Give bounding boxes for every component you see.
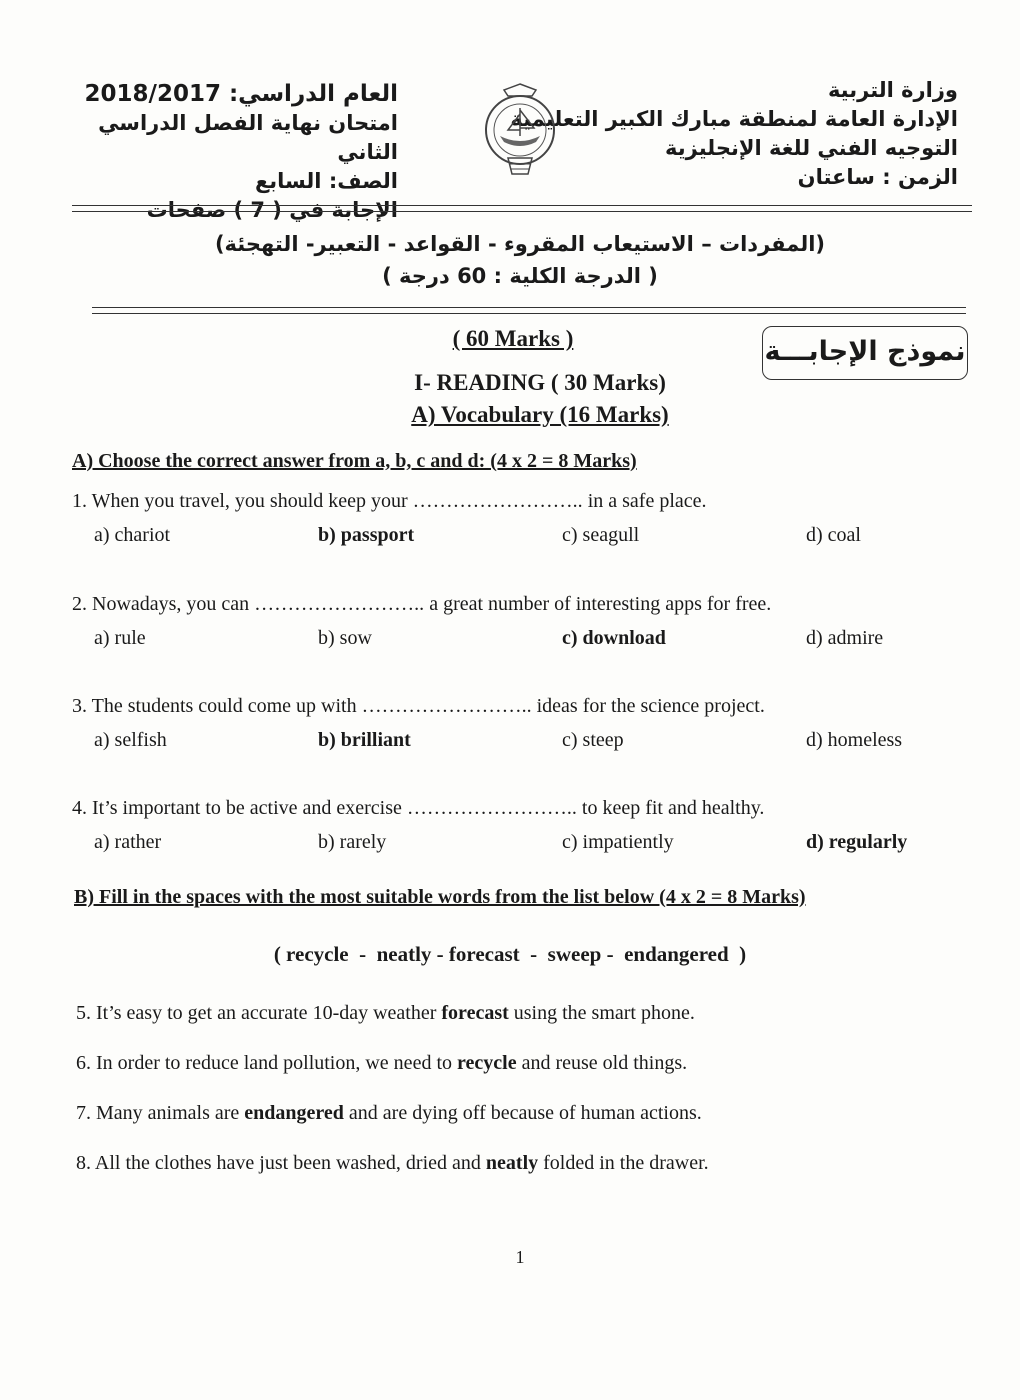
marks-total: ( 60 Marks ) — [452, 326, 574, 351]
sentence-6 — [76, 1050, 687, 1076]
question-4-stem — [72, 795, 764, 821]
part-a-heading: A) Choose the correct answer from a, b, c and d: (4 x 2 = 8 Marks) — [72, 450, 637, 472]
sentence-7-answer: endangered — [244, 1102, 344, 1124]
q4-option-d-correct: d) regularly — [806, 831, 908, 853]
question-3-stem — [72, 693, 765, 719]
q3-option-d: d) homeless — [806, 729, 903, 751]
sentence-8-after: folded in the drawer. — [538, 1152, 709, 1174]
sentence-5-answer: forecast — [441, 1002, 509, 1024]
subjects-divider — [92, 307, 966, 314]
sentence-5 — [76, 1000, 695, 1026]
exam-components: (المفردات – الاستيعاب المقروء - القواعد - التعبير- التهجئة) — [214, 232, 826, 256]
q2-option-d: d) admire — [806, 627, 884, 649]
total-grade: ( الدرجة الكلية : 60 درجة ) — [382, 264, 658, 288]
academic-year: العام الدراسي: 2018/2017 — [84, 81, 398, 107]
q1-option-d: d) coal — [806, 524, 861, 546]
subsection-title: A) Vocabulary (16 Marks) — [411, 402, 669, 427]
q4-option-a: a) rather — [94, 831, 162, 853]
question-2-stem — [72, 591, 771, 617]
sentence-7 — [76, 1100, 702, 1126]
question-2-stem-before: 2. Nowadays, you can …………………….. — [72, 593, 425, 615]
question-1-stem-before: 1. When you travel, you should keep your …………………….. — [72, 490, 583, 512]
sentence-8-before: 8. All the clothes have just been washed, dried and — [76, 1152, 486, 1174]
q2-option-a: a) rule — [94, 627, 146, 649]
question-2-options — [0, 627, 1020, 655]
ministry-name: وزارة التربية — [827, 78, 958, 102]
question-1-stem-after: in a safe place. — [582, 490, 707, 512]
sentence-6-before: 6. In order to reduce land pollution, we need to — [76, 1052, 457, 1074]
sentence-8 — [76, 1150, 709, 1176]
sentence-8-answer: neatly — [485, 1152, 539, 1174]
exam-duration: الزمن : ساعتان — [797, 165, 958, 189]
sentence-7-after: and are dying off because of human actions. — [343, 1102, 702, 1124]
directorate-name: الإدارة العامة لمنطقة مبارك الكبير التعليمية — [510, 107, 958, 131]
q3-option-b-correct: b) brilliant — [318, 729, 411, 751]
grade-level: الصف: السابع — [254, 169, 398, 193]
page-number: 1 — [515, 1247, 525, 1267]
question-2-stem-after: a great number of interesting apps for free. — [424, 593, 772, 615]
question-3-options — [0, 729, 1020, 757]
sentence-6-answer: recycle — [457, 1052, 517, 1074]
subjects-block — [120, 228, 920, 292]
question-4-stem-before: 4. It’s important to be active and exercise …………………….. — [72, 797, 577, 819]
q1-option-b-correct: b) passport — [318, 524, 415, 546]
question-4-stem-after: to keep fit and healthy. — [576, 797, 765, 819]
q4-option-c: c) impatiently — [562, 831, 674, 853]
q1-option-a: a) chariot — [94, 524, 171, 546]
kuwait-emblem-icon — [478, 80, 562, 178]
q3-option-c: c) steep — [562, 729, 624, 751]
sentence-6-after: and reuse old things. — [516, 1052, 688, 1074]
question-3-stem-after: ideas for the science project. — [531, 695, 765, 717]
part-b-heading: B) Fill in the spaces with the most suitable words from the list below (4 x 2 = 8 Marks) — [74, 886, 806, 908]
header-left-block — [78, 80, 398, 225]
answer-key-stamp: نموذج الإجابـــة — [762, 326, 968, 380]
q1-option-c: c) seagull — [562, 524, 640, 546]
sentence-7-before: 7. Many animals are — [76, 1102, 245, 1124]
supervision-name: التوجيه الفني للغة الإنجليزية — [665, 136, 958, 160]
section-title: I- READING ( 30 Marks) — [414, 370, 666, 395]
question-1-options — [0, 524, 1020, 552]
sentence-5-before: 5. It’s easy to get an accurate 10-day weather — [76, 1002, 442, 1024]
word-list: ( recycle - neatly - forecast - sweep - endangered ) — [273, 942, 747, 966]
q2-option-b: b) sow — [318, 627, 372, 649]
q3-option-a: a) selfish — [94, 729, 167, 751]
exam-name: امتحان نهاية الفصل الدراسي الثاني — [98, 111, 398, 164]
header-divider — [72, 205, 972, 212]
sentence-5-after: using the smart phone. — [508, 1002, 695, 1024]
q2-option-c-correct: c) download — [562, 627, 666, 649]
page-count: الإجابة في ( 7 ) صفحات — [146, 198, 398, 222]
question-3-stem-before: 3. The students could come up with …………………….. — [72, 695, 532, 717]
q4-option-b: b) rarely — [318, 831, 387, 853]
question-1-stem — [72, 488, 707, 514]
question-4-options — [0, 831, 1020, 859]
